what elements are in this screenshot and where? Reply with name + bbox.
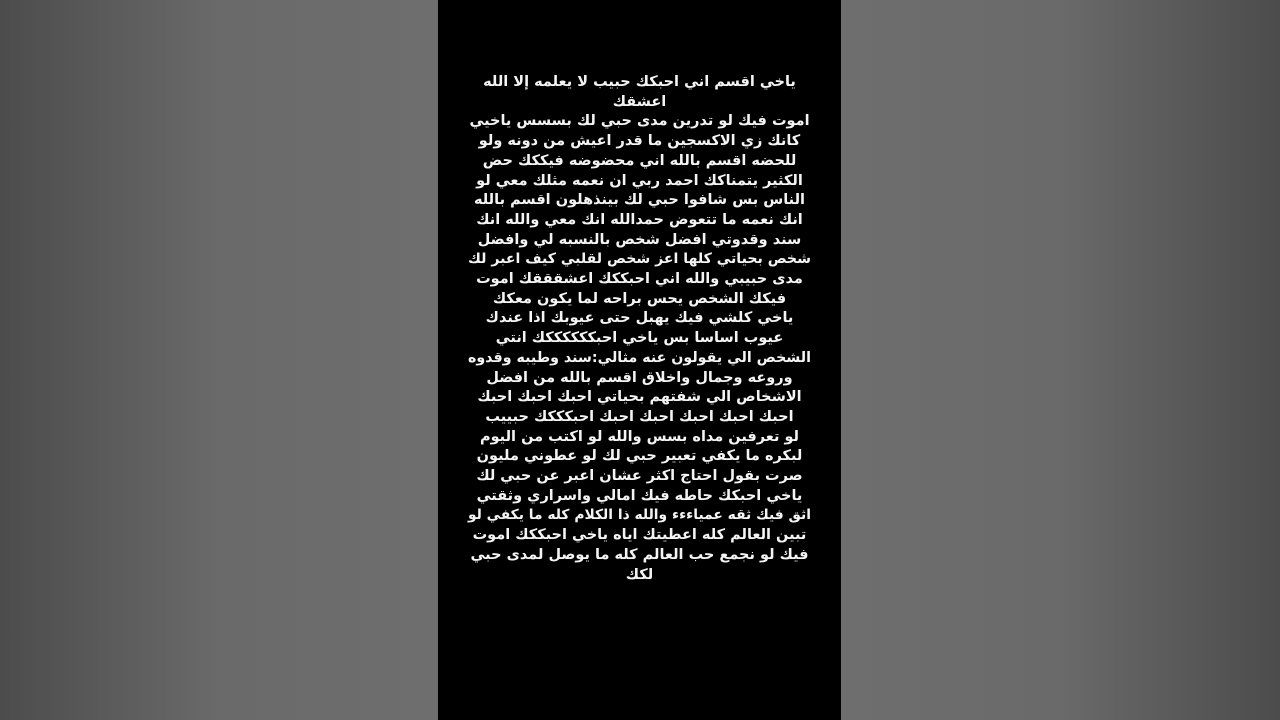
message-line: اثق فيك ثقه عمياءءء والله ذا الكلام كله ما يكفي لو — [467, 507, 811, 524]
message-line: تبين العالم كله اعطيتك اياه ياخي احبككك اموت — [472, 527, 807, 544]
left-blurred-backdrop — [0, 0, 438, 720]
message-line: فيك لو نجمع حب العالم كله ما يوصل لمدى حبي — [470, 546, 809, 563]
message-line: مدى حبيبي والله اني احبككك اعشقققك اموت — [476, 271, 803, 288]
message-line: وروعه وجمال واخلاق اقسم بالله من افضل — [486, 369, 793, 386]
message-line: كانك زي الاكسجين ما قدر اعيش من دونه ولو — [478, 133, 801, 150]
message-line: صرت بقول احتاج اكثر عشان اعبر عن حبي لك — [476, 468, 803, 485]
message-line: لكك — [625, 566, 654, 583]
message-line: انك نعمه ما تتعوض حمدالله انك معي والله انك — [476, 211, 803, 228]
message-line: الناس بس شافوا حبي لك بينذهلون اقسم بالله — [473, 192, 806, 209]
message-line: عيوب اساسا بس ياخي احبككككككك انتي — [495, 330, 784, 347]
message-line: شخص بحياتي كلها اعز شخص لقلبي كيف اعبر لك — [468, 251, 811, 268]
vertical-video-frame[interactable] — [438, 0, 841, 720]
message-line: الشخص الي يقولون عنه مثالي:سند وطيبه وقدوه — [467, 349, 811, 366]
message-line: اموت فيك لو تدرين مدى حبي لك بسسس ياخيي — [469, 113, 810, 130]
message-line: سند وقدوتي افضل شخص بالنسبه لي وافضل — [477, 231, 802, 248]
right-blurred-backdrop — [841, 0, 1280, 720]
love-message-text — [468, 73, 811, 585]
message-line: اعشقك — [612, 93, 667, 110]
message-line: ياخي احبكك حاطه فيك امالي واسراري وثقتي — [476, 487, 803, 504]
message-line: للحضه اقسم بالله اني محضوضه فيككك حض — [482, 152, 797, 169]
message-line: الاشخاص الي شفتهم بحياتي احبك احبك احبك — [477, 389, 802, 406]
message-line: احبك احبك احبك احبك احبك احبكككك حبييب — [485, 408, 794, 425]
message-line: فيكك الشخص يحس براحه لما يكون معكك — [492, 290, 787, 307]
message-line: ياخي كلشي فيك يهبل حتى عيوبك اذا عندك — [485, 310, 794, 327]
message-line: لبكره ما يكفي تعبير حبي لك لو عطوني مليون — [476, 448, 803, 465]
message-line: ياخي اقسم اني احبكك حبيب لا يعلمه إلا الله — [483, 74, 796, 90]
message-line: لو تعرفين مداه بسس والله لو اكتب من اليوم — [479, 428, 800, 445]
message-line: الكثير يتمناكك احمد ربي ان نعمه مثلك معي لو — [476, 172, 803, 189]
